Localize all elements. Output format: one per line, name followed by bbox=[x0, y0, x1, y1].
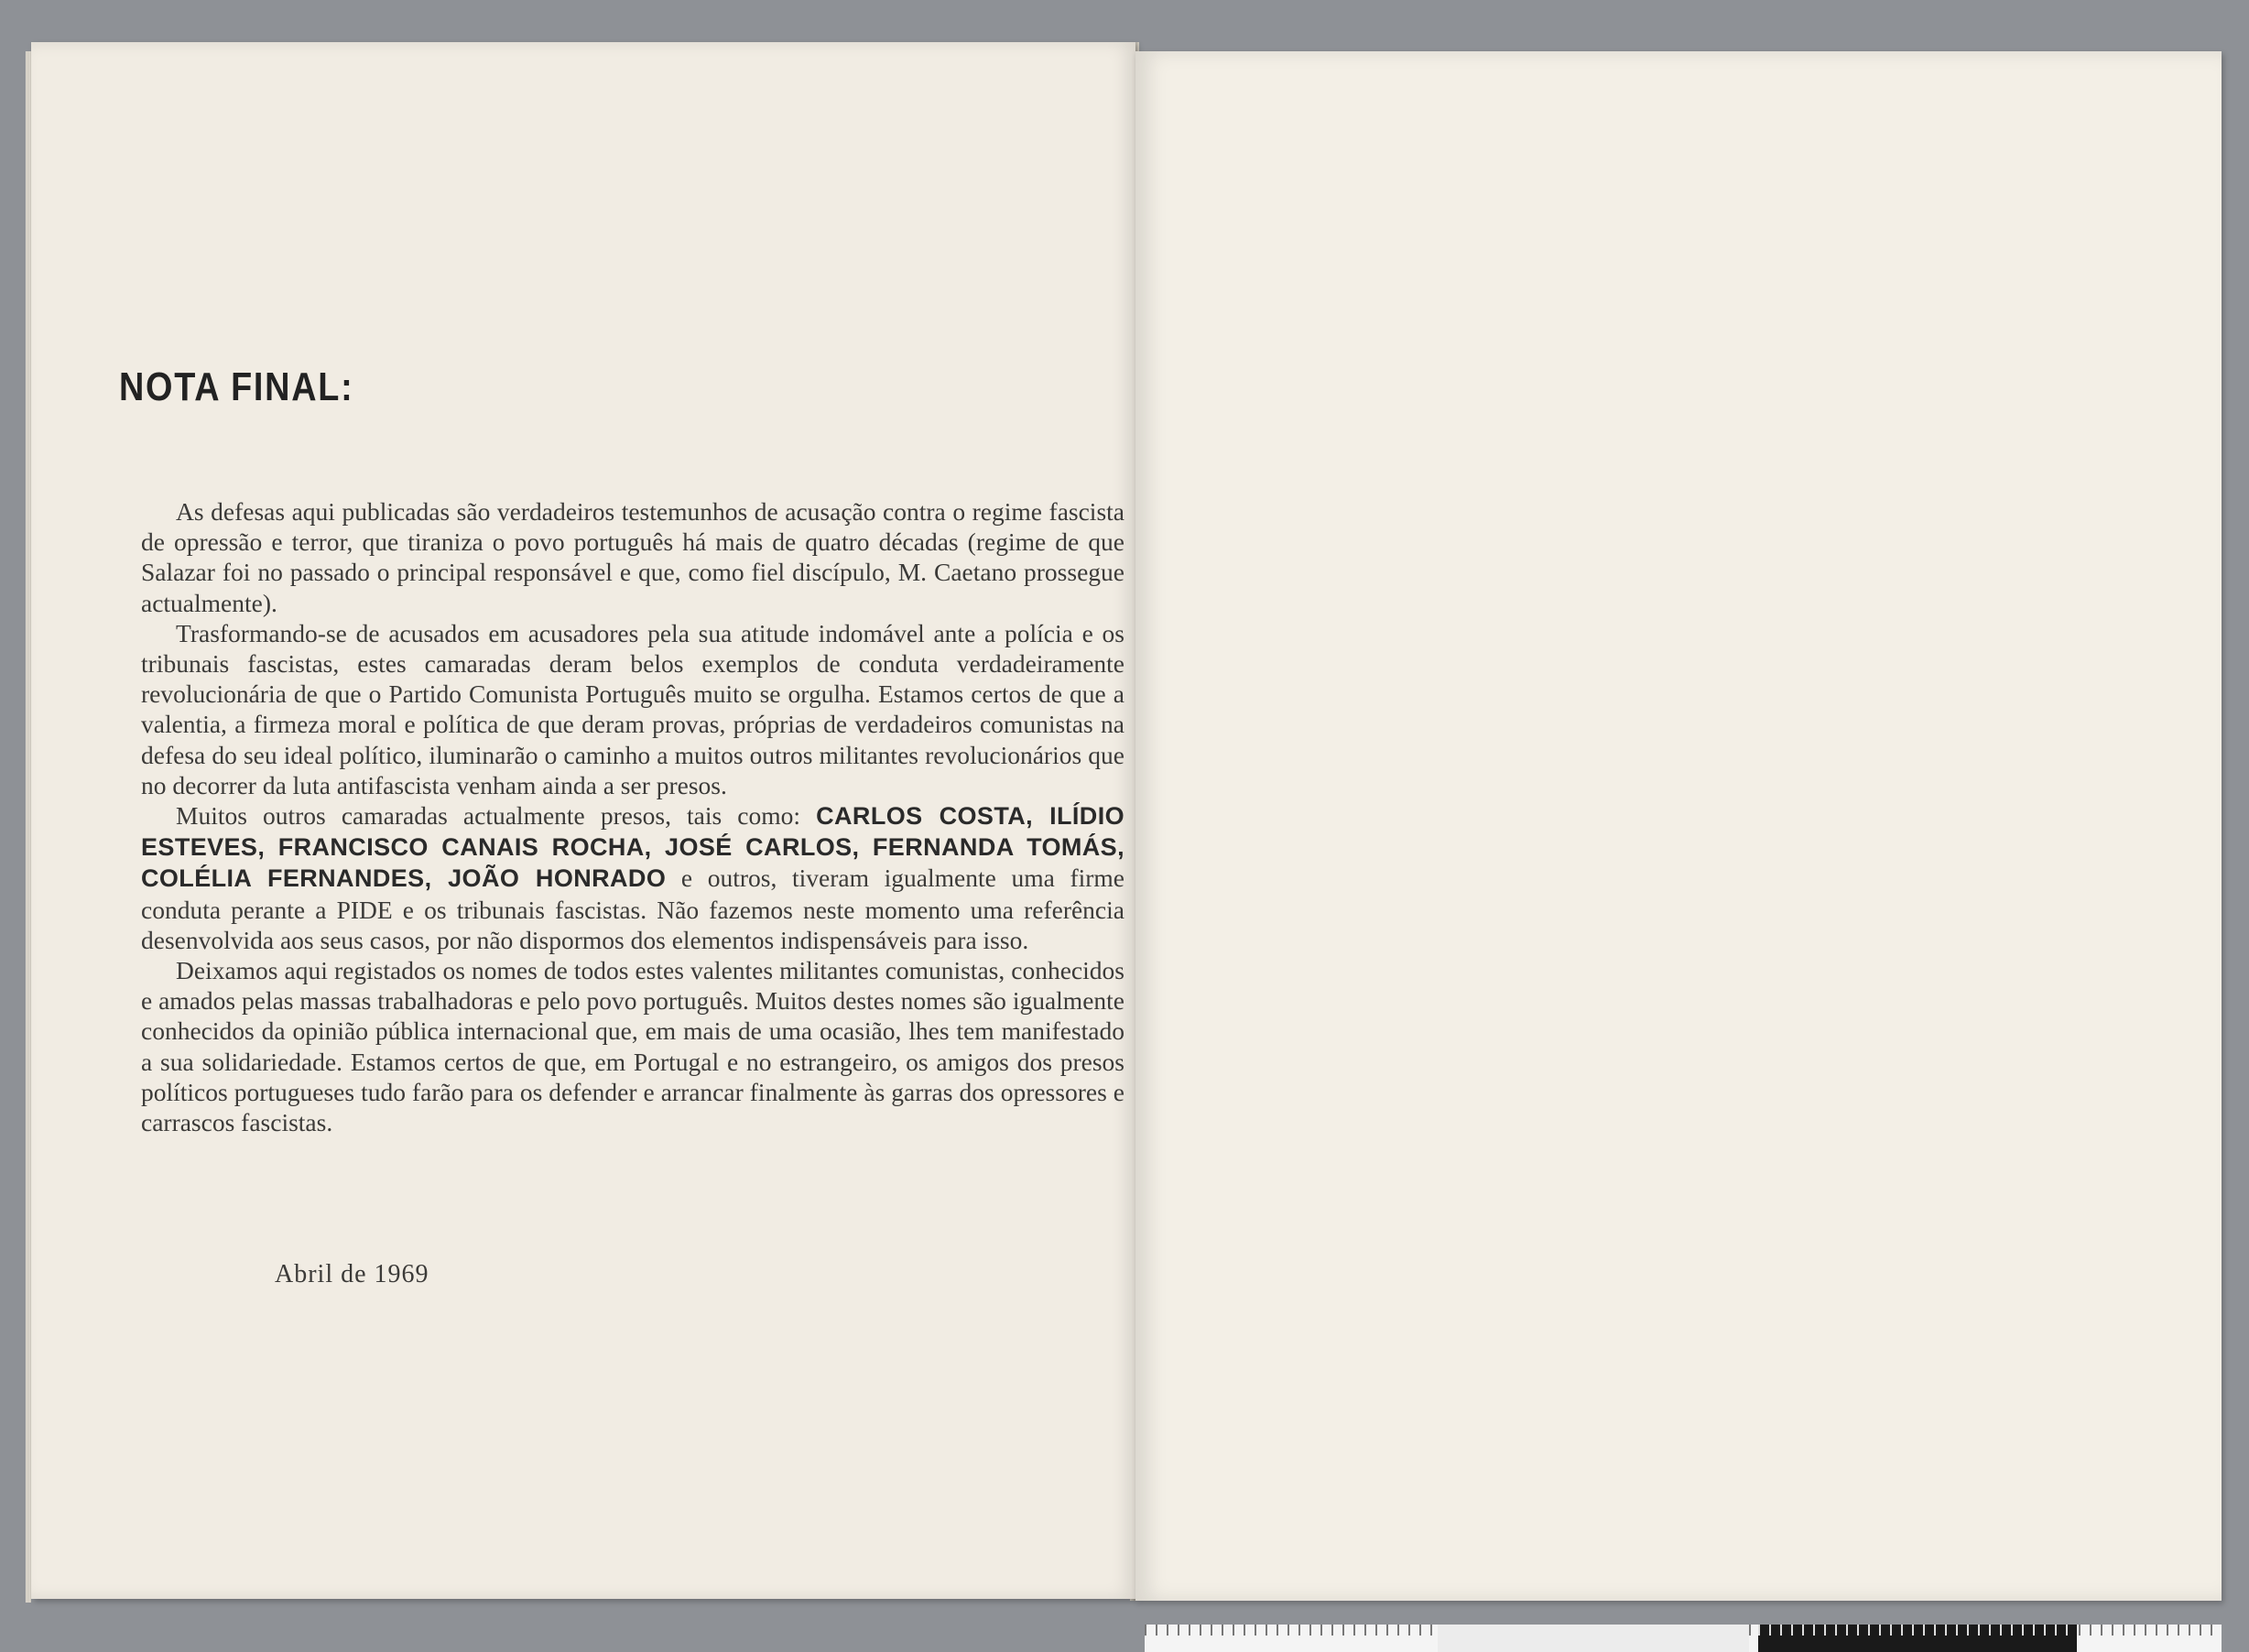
date-line: Abril de 1969 bbox=[275, 1260, 429, 1288]
page-heading: NOTA FINAL: bbox=[119, 364, 354, 409]
paragraph-2: Trasformando-se de acusados em acusadores pela sua atitude indomável ante a polícia e os tribunais fascistas, estes camaradas deram belos exemplos de conduta verdadeiramente revolucionária de que o Partido Comunista Português muito se orgulha. Estamos certos de que a valentia, a firmeza moral e política de que deram provas, próprias de verdadeiros comunistas na defesa do seu ideal político, iluminarão o caminho a muitos outros militantes revolucionários que no decorrer da luta antifascista venham ainda a ser presos. bbox=[141, 618, 1124, 799]
paragraph-3-rest: e outros, tiveram igualmente uma firme conduta perante a PIDE e os tribunais fascistas. Não fazemos neste momento uma referência desenvolvida aos seus casos, por não dispormos dos elementos indispensáveis para isso. bbox=[141, 864, 1125, 954]
paragraph-3 bbox=[141, 800, 1124, 955]
right-page-blank bbox=[1135, 51, 2222, 1601]
ruler-black-segment bbox=[1758, 1625, 2077, 1652]
prisoner-names: CARLOS COSTA, ILÍDIO ESTEVES, FRANCISCO CANAIS ROCHA, JOSÉ CARLOS, FERNANDA TOMÁS, COLÉLIA FERNANDES, JOÃO HONRADO bbox=[141, 802, 1125, 893]
paragraph-4: Deixamos aqui registados os nomes de todos estes valentes militantes comunistas, conhecidos e amados pelas massas trabalhadoras e pelo povo português. Muitos destes nomes são igualmente conhecidos da opinião pública internacional que, em mais de uma ocasião, lhes tem manifestado a sua solidariedade. Estamos certos de que, em Portugal e no estrangeiro, os amigos dos presos políticos portugueses tudo farão para os defender e arrancar finalmente às garras dos opressores e carrascos fascistas. bbox=[141, 956, 1124, 1137]
ruler-black-ticks bbox=[1758, 1625, 2077, 1636]
body-text bbox=[141, 496, 1124, 1137]
scale-ruler bbox=[1145, 1625, 2222, 1652]
ruler-gray-segment bbox=[1438, 1625, 1749, 1652]
paragraph-1: As defesas aqui publicadas são verdadeiros testemunhos de acusação contra o regime fascista de opressão e terror, que tiraniza o povo português há mais de quatro décadas (regime de que Salazar foi no passado o principal responsável e que, como fiel discípulo, M. Caetano prossegue actualmente). bbox=[141, 497, 1124, 617]
paragraph-3-intro: Muitos outros camaradas actualmente presos, tais como: bbox=[176, 801, 801, 831]
left-page bbox=[31, 42, 1135, 1599]
